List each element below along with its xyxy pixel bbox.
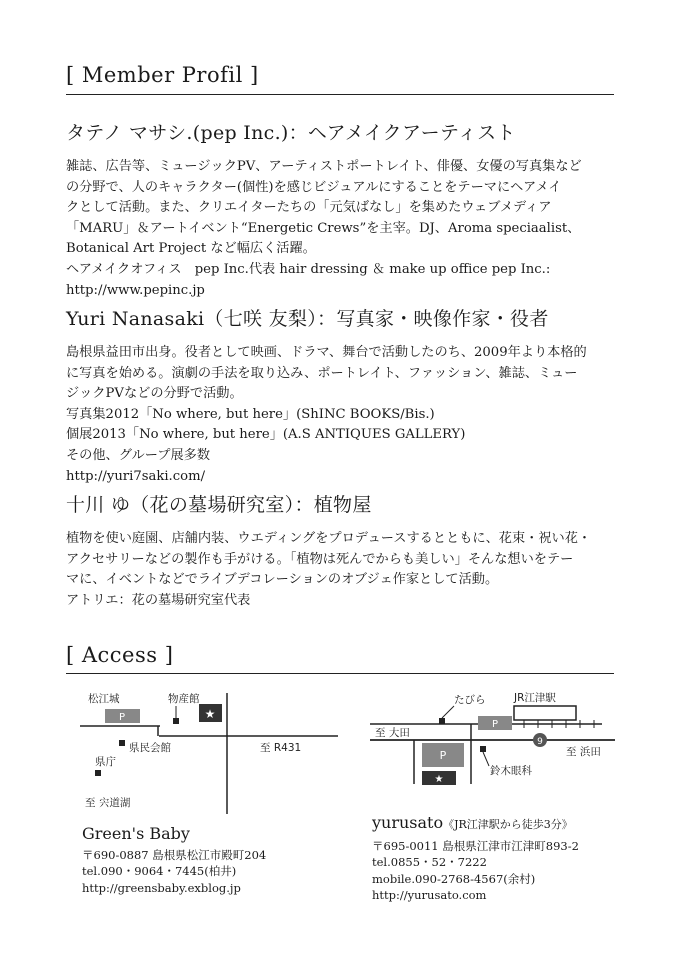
tabira-marker (439, 718, 445, 724)
member-nanasaki (66, 304, 622, 487)
member-tateno (66, 118, 622, 301)
map-label-suzuki-ganka: 鈴木眼科 (490, 765, 532, 777)
station-building (514, 706, 576, 720)
access-heading: [ Access ] (66, 643, 174, 667)
bio-line: 「MARU」＆アートイベント“Energetic Crews”を主宰。DJ、Aroma speciaalist、 (66, 220, 581, 236)
member-bio (66, 529, 622, 611)
member-url-link[interactable]: http://www.pepinc.jp (66, 282, 205, 298)
member-sogawa (66, 490, 622, 611)
map-label-to-hamada: 至 浜田 (566, 746, 601, 758)
shop-greens-baby (82, 826, 266, 896)
bio-line: に写真を始める。演劇の手法を取り込み、ポートレイト、ファッション、雑誌、ミュー (66, 365, 578, 381)
bio-line: クとして活動。また、クリエイターたちの「元気ばなし」を集めたウェブメディア (66, 200, 552, 216)
member-bio (66, 343, 622, 487)
suzuki-ganka-marker (480, 746, 486, 752)
shop-name: Green's Baby (82, 824, 190, 843)
member-title: Yuri Nanasaki（七咲 友梨）：写真家・映像作家・役者 (66, 308, 549, 330)
bio-line: アトリエ：花の墓場研究室代表 (66, 592, 251, 608)
map-label-jr-gotsu: JR江津駅 (514, 692, 556, 704)
bio-line: アクセサリーなどの製作も手がける。「植物は死んでからも美しい」そんな想いをテー (66, 551, 574, 567)
member-title: 十川 ゆ（花の墓場研究室）：植物屋 (66, 494, 372, 516)
map-label-matsue-castle: 松江城 (88, 693, 120, 705)
leader-line (442, 706, 454, 718)
parking-icon: P (491, 719, 499, 730)
bio-line: 写真集2012「No where, but here」(ShINC BOOKS/Bis.) (66, 406, 435, 422)
access-divider (66, 673, 614, 674)
member-url-link[interactable]: http://yuri7saki.com/ (66, 468, 206, 484)
bio-line: 雑誌、広告等、ミュージックPV、アーティストポートレイト、俳優、女優の写真集など (66, 159, 582, 174)
map-label-kencho: 県庁 (95, 756, 116, 768)
kencho-marker (95, 770, 101, 776)
member-divider (66, 94, 614, 95)
member-profil-heading: [ Member Profil ] (66, 63, 259, 87)
star-icon: ★ (434, 774, 444, 785)
bio-line: ヘアメイクオフィス pep Inc.代表 hair dressing ＆ make up office pep Inc.: (66, 261, 551, 277)
shop-name-row (372, 815, 579, 834)
member-title: タテノ マサシ.(pep Inc.)：ヘアメイクアーティスト (66, 122, 516, 144)
bussankan-marker (173, 718, 179, 724)
map-label-to-shinjiko: 至 宍道湖 (85, 797, 131, 809)
leader-line (483, 752, 489, 766)
route-9-number: 9 (537, 737, 543, 747)
bio-line: マに、イベントなどでライブデコレーションのオブジェ作家として活動。 (66, 572, 499, 588)
bio-line: ジックPVなどの分野で活動。 (66, 386, 243, 402)
map-label-to-ota: 至 大田 (375, 727, 410, 739)
shop-name: yurusato (372, 813, 444, 832)
bio-line: 個展2013「No where, but here」(A.S ANTIQUES GALLERY) (66, 427, 466, 443)
shop-yurusato (372, 815, 579, 904)
map-label-to-r431: 至 R431 (260, 742, 302, 754)
shop-address: 〒690-0887 島根県松江市殿町204 (82, 847, 267, 862)
bio-line: 島根県益田市出身。役者として映画、ドラマ、舞台で活動したのち、2009年より本格的 (66, 345, 587, 360)
map-label-bussankan: 物産館 (168, 693, 200, 705)
shop-note: 《JR江津駅から徒歩3分》 (443, 818, 573, 831)
map-label-tabira: たびら (454, 694, 486, 706)
map-greens-baby (80, 688, 340, 816)
map-label-kenminkaikan: 県民会館 (129, 742, 171, 754)
bio-line: その他、グループ展多数 (66, 447, 211, 463)
bio-line: の分野で、人のキャラクター(個性)を感じビジュアルにすることをテーマにヘアメイ (66, 179, 562, 195)
member-bio (66, 157, 622, 301)
bio-line: Botanical Art Project など幅広く活躍。 (66, 241, 316, 257)
shop-url-link[interactable]: http://yurusato.com (372, 888, 487, 902)
star-icon: ★ (204, 707, 216, 721)
shop-tel: tel.0855・52・7222 (372, 855, 487, 869)
parking-icon: P (118, 712, 126, 723)
shop-url-link[interactable]: http://greensbaby.exblog.jp (82, 880, 241, 895)
shop-mobile: mobile.090-2768-4567(余村) (372, 871, 536, 886)
shop-tel: tel.090・9064・7445(柏井) (82, 864, 237, 878)
bio-line: 植物を使い庭園、店舗内装、ウエディングをプロデュースするとともに、花束・祝い花・ (66, 531, 592, 546)
kenminkaikan-marker (119, 740, 125, 746)
parking-icon: P (439, 749, 447, 762)
shop-address: 〒695-0011 島根県江津市江津町893-2 (372, 838, 579, 853)
map-yurusato (370, 688, 615, 793)
